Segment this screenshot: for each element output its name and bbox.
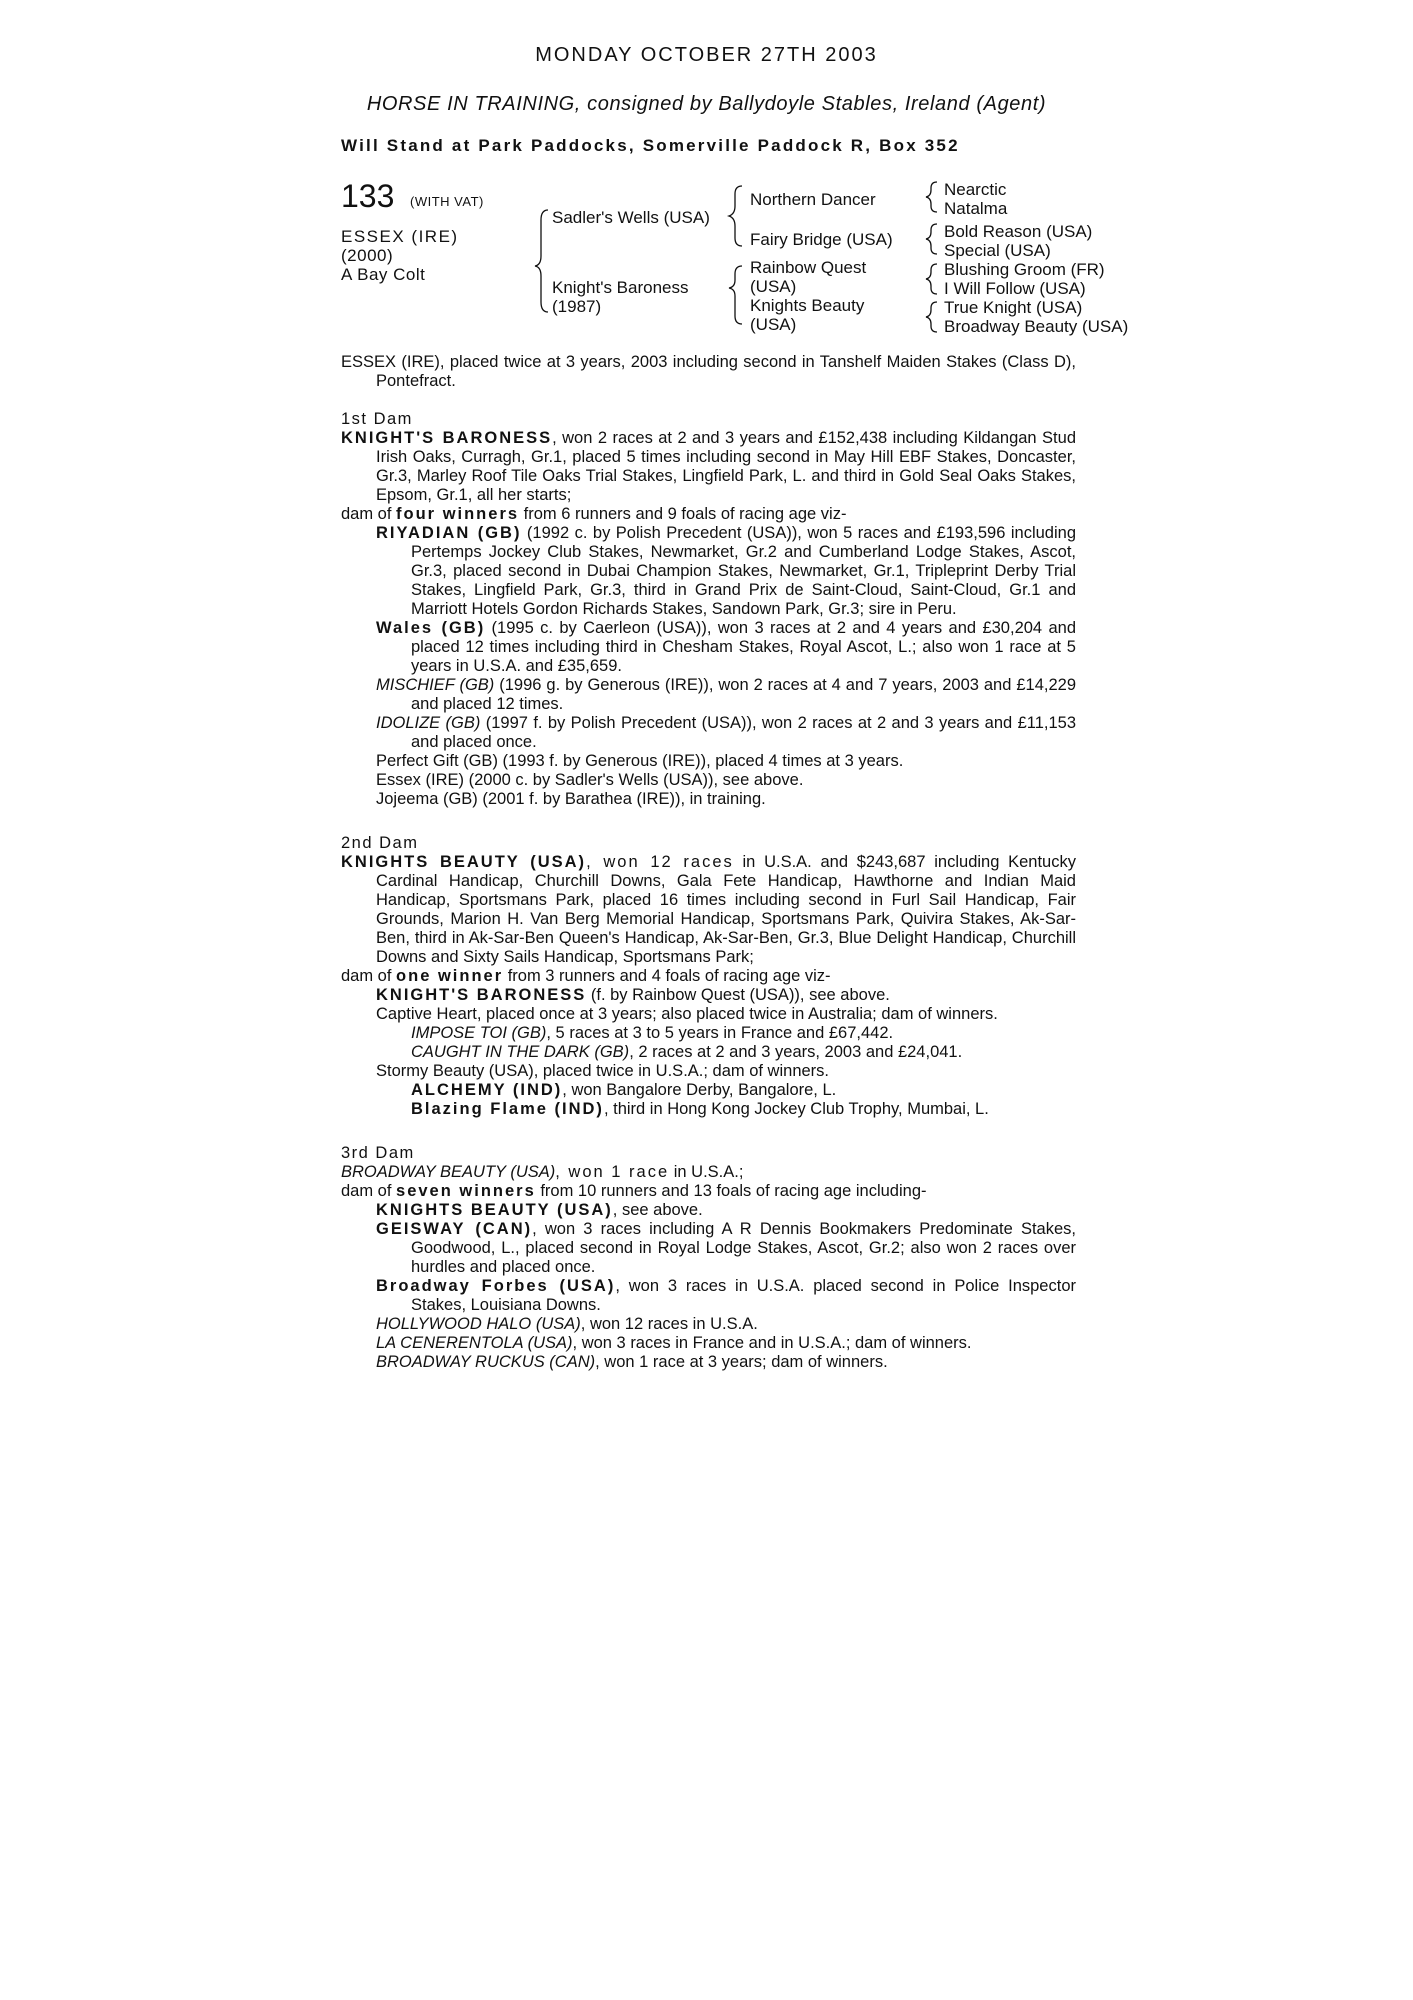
- dam1-dam-of-bold: four winners: [396, 505, 520, 523]
- pedigree-dam: [552, 278, 689, 316]
- progeny-item: Essex (IRE) (2000 c. by Sadler's Wells (USA)), see above.: [376, 771, 804, 789]
- progeny-name: KNIGHTS BEAUTY (USA): [376, 1201, 613, 1219]
- dam3-record: [341, 1163, 1076, 1182]
- progeny-name: IDOLIZE (GB): [376, 714, 481, 732]
- dam1-heading: 1st Dam: [341, 410, 413, 428]
- dam3-dam-of: [341, 1182, 1076, 1201]
- progeny-name: Blazing Flame (IND): [411, 1100, 604, 1118]
- pedigree-sire-sire: Northern Dancer: [750, 190, 876, 209]
- progeny-item: [341, 619, 1076, 676]
- dam2-record: [341, 853, 1076, 967]
- dam3-progeny-6: [341, 1353, 1076, 1372]
- dam2-name: KNIGHTS BEAUTY (USA): [341, 853, 587, 871]
- horse-summary: ESSEX (IRE), placed twice at 3 years, 2003 including second in Tanshelf Maiden Stakes (Class D), Pontefract.: [341, 353, 1076, 390]
- progeny-text: (1992 c. by Polish Precedent (USA)), won 5 races and £193,596 including Pertemps Jockey Club Stakes, Newmarket, Gr.2 and Cumberland Lodge Stakes, Ascot, Gr.3, placed second in Dubai Champion Stakes, Newmarket, Gr.1, Tripleprint Derby Trial Stakes, Lingfield Park, Gr.3, third in Grand Prix de Saint-Cloud, Saint-Cloud, Gr.1 and Marriott Hotels Gordon Richards Stakes, Sandown Park, Gr.3; sire in Peru.: [411, 524, 1076, 618]
- dam2-progeny-b: Captive Heart, placed once at 3 years; also placed twice in Australia; dam of winners.: [376, 1005, 998, 1023]
- progeny-text: , won 12 races in U.S.A.: [580, 1315, 758, 1333]
- progeny-name: GEISWAY (CAN): [376, 1220, 533, 1238]
- dam1-name: KNIGHT'S BARONESS: [341, 429, 553, 447]
- dam3-dam-of-post: from 10 runners and 13 foals of racing age including-: [535, 1182, 927, 1200]
- pedigree-sds: Bold Reason (USA): [944, 222, 1093, 241]
- dam3-progeny-3: [341, 1277, 1076, 1315]
- progeny-name: Broadway Forbes (USA): [376, 1277, 616, 1295]
- dam2-progeny-b2: [341, 1043, 1076, 1062]
- progeny-text: , won 1 race at 3 years; dam of winners.: [595, 1353, 888, 1371]
- pedigree-ddd: Broadway Beauty (USA): [944, 317, 1129, 336]
- dam1-dam-of-pre: dam of: [341, 505, 397, 523]
- progeny-name: MISCHIEF (GB): [376, 676, 495, 694]
- dam3-progeny-4: [341, 1315, 1076, 1334]
- pedigree-ssd: Natalma: [944, 199, 1008, 218]
- progeny-text: , won 3 races in France and in U.S.A.; dam of winners.: [572, 1334, 972, 1352]
- pedigree-sss: Nearctic: [944, 180, 1007, 199]
- progeny-item: [341, 676, 1076, 714]
- pedigree-dds: True Knight (USA): [944, 298, 1083, 317]
- progeny-item: Jojeema (GB) (2001 f. by Barathea (IRE)), in training.: [376, 790, 766, 808]
- progeny-text: (f. by Rainbow Quest (USA)), see above.: [586, 986, 890, 1004]
- progeny-text: , see above.: [612, 1201, 703, 1219]
- lot-vat: (WITH VAT): [410, 194, 484, 209]
- dam1-dam-of-post: from 6 runners and 9 foals of racing age viz-: [519, 505, 847, 523]
- dam2-progeny-b1: [341, 1024, 1076, 1043]
- progeny-text: , 2 races at 2 and 3 years, 2003 and £24,041.: [629, 1043, 963, 1061]
- pedigree-sire-dam: Fairy Bridge (USA): [750, 230, 893, 249]
- dam2-dam-of: [341, 967, 1076, 986]
- consignment-line: HORSE IN TRAINING, consigned by Ballydoyle Stables, Ireland (Agent): [366, 93, 1047, 115]
- dam2-progeny-a: [341, 986, 1076, 1005]
- dam1-dam-of: [341, 505, 1076, 524]
- dam2-text: in U.S.A. and $243,687 including Kentucky Cardinal Handicap, Churchill Downs, Gala Fete Handicap, Hawthorne and Indian Maid Handicap, Sportsmans Park, placed 16 times including second in Furl Sail Handicap, Fair Grounds, Marion H. Van Berg Memorial Handicap, Sportsmans Park, Quivira Stakes, Ak-Sar-Ben, third in Ak-Sar-Ben Queen's Handicap, Ak-Sar-Ben, Gr.3, Blue Delight Handicap, Churchill Downs and Sixty Sails Handicap, Sportsmans Park;: [376, 853, 1076, 966]
- pedigree-dam-dam-name: Knights Beauty: [750, 296, 865, 315]
- progeny-text: , third in Hong Kong Jockey Club Trophy, Mumbai, L.: [603, 1100, 989, 1118]
- dam3-heading: 3rd Dam: [341, 1144, 415, 1162]
- sale-date: MONDAY OCTOBER 27TH 2003: [535, 44, 878, 66]
- dam2-progeny-c2: [341, 1100, 1076, 1119]
- pedigree-sdd: Special (USA): [944, 241, 1051, 260]
- lot-number: 133: [341, 178, 395, 214]
- progeny-text: , won 3 races in U.S.A. placed second in Police Inspector Stakes, Louisiana Downs.: [411, 1277, 1076, 1314]
- progeny-item: [341, 714, 1076, 752]
- progeny-name: RIYADIAN (GB): [376, 524, 522, 542]
- dam2-progeny-c: Stormy Beauty (USA), placed twice in U.S.A.; dam of winners.: [376, 1062, 830, 1080]
- dam1-record: [341, 429, 1076, 505]
- progeny-name: CAUGHT IN THE DARK (GB): [411, 1043, 630, 1061]
- dam3-progeny-1: [341, 1201, 1076, 1220]
- progeny-item: [341, 524, 1076, 619]
- dam3-progeny-2: [341, 1220, 1076, 1277]
- dam3-name: BROADWAY BEAUTY (USA): [341, 1163, 556, 1181]
- progeny-name: ALCHEMY (IND): [411, 1081, 563, 1099]
- stand-location: Will Stand at Park Paddocks, Somerville Paddock R, Box 352: [341, 136, 960, 155]
- dam2-heading: 2nd Dam: [341, 834, 419, 852]
- dam3-text: in U.S.A.;: [669, 1163, 744, 1181]
- progeny-text: (1996 g. by Generous (IRE)), won 2 races at 4 and 7 years, 2003 and £14,229 and placed 12 times.: [411, 676, 1076, 713]
- horse-year: (2000): [341, 246, 394, 265]
- progeny-name: KNIGHT'S BARONESS: [376, 986, 587, 1004]
- dam3-progeny-5: [341, 1334, 1076, 1353]
- dam1-text: , won 2 races at 2 and 3 years and £152,438 including Kildangan Stud Irish Oaks, Curragh, Gr.1, placed 5 times including second in May Hill EBF Stakes, Doncaster, Gr.3, Marley Roof Tile Oaks Trial Stakes, Lingfield Park, L. and third in Gold Seal Oaks Stakes, Epsom, Gr.1, all her starts;: [376, 429, 1076, 504]
- catalogue-body: [341, 353, 1076, 1372]
- progeny-name: BROADWAY RUCKUS (CAN): [376, 1353, 596, 1371]
- pedigree-brackets: [0, 0, 1413, 360]
- progeny-name: Wales (GB): [376, 619, 486, 637]
- progeny-item: Perfect Gift (GB) (1993 f. by Generous (IRE)), placed 4 times at 3 years.: [376, 752, 904, 770]
- dam2-dam-of-pre: dam of: [341, 967, 397, 985]
- dam2-progeny-c1: [341, 1081, 1076, 1100]
- horse-name: ESSEX (IRE): [341, 227, 459, 246]
- progeny-text: , won 3 races including A R Dennis Bookmakers Predominate Stakes, Goodwood, L., placed second in Royal Lodge Stakes, Ascot, Gr.2; also won 2 races over hurdles and placed once.: [411, 1220, 1076, 1276]
- progeny-text: (1997 f. by Polish Precedent (USA)), won 2 races at 2 and 3 years and £11,153 and placed once.: [411, 714, 1077, 751]
- pedigree-dam-sire: [750, 258, 866, 296]
- dam2-won: , won 12 races: [586, 853, 734, 871]
- dam3-won: , won 1 race: [555, 1163, 670, 1181]
- pedigree-dam-sire-country: (USA): [750, 277, 797, 296]
- pedigree-dam-dam-country: (USA): [750, 315, 797, 334]
- pedigree-dss: Blushing Groom (FR): [944, 260, 1105, 279]
- pedigree-dam-dam: [750, 296, 864, 334]
- progeny-text: (1995 c. by Caerleon (USA)), won 3 races at 2 and 4 years and £30,204 and placed 12 times including third in Chesham Stakes, Royal Ascot, L.; also won 1 race at 5 years in U.S.A. and £35,659.: [411, 619, 1076, 675]
- progeny-name: LA CENERENTOLA (USA): [376, 1334, 573, 1352]
- pedigree-sire: Sadler's Wells (USA): [552, 208, 710, 227]
- horse-description: A Bay Colt: [341, 265, 426, 284]
- dam3-dam-of-bold: seven winners: [396, 1182, 536, 1200]
- dam3-dam-of-pre: dam of: [341, 1182, 397, 1200]
- dam2-dam-of-bold: one winner: [396, 967, 504, 985]
- dam2-dam-of-post: from 3 runners and 4 foals of racing age viz-: [503, 967, 831, 985]
- pedigree-dam-year: (1987): [552, 297, 602, 316]
- progeny-text: , won Bangalore Derby, Bangalore, L.: [562, 1081, 837, 1099]
- pedigree-dsd: I Will Follow (USA): [944, 279, 1086, 298]
- progeny-name: IMPOSE TOI (GB): [411, 1024, 547, 1042]
- pedigree-dam-name: Knight's Baroness: [552, 278, 689, 297]
- progeny-text: , 5 races at 3 to 5 years in France and £67,442.: [546, 1024, 894, 1042]
- progeny-name: HOLLYWOOD HALO (USA): [376, 1315, 581, 1333]
- pedigree-dam-sire-name: Rainbow Quest: [750, 258, 867, 277]
